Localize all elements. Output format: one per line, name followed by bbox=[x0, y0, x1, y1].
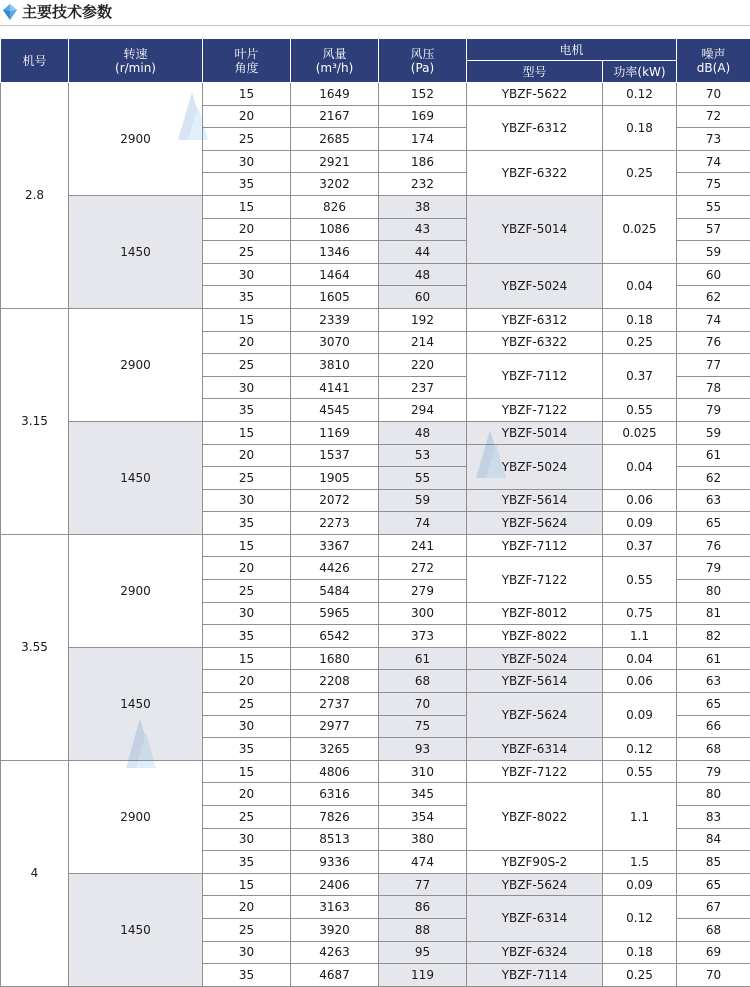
pressure-cell: 310 bbox=[379, 760, 467, 783]
pressure-cell: 241 bbox=[379, 534, 467, 557]
spec-table bbox=[0, 38, 750, 987]
table-row bbox=[1, 195, 750, 218]
speed-cell: 2900 bbox=[69, 308, 203, 421]
blade-angle-cell: 30 bbox=[203, 941, 291, 964]
airflow-cell: 2072 bbox=[291, 489, 379, 512]
airflow-cell: 4426 bbox=[291, 557, 379, 580]
noise-cell: 74 bbox=[677, 308, 750, 331]
pressure-cell: 38 bbox=[379, 195, 467, 218]
airflow-cell: 3202 bbox=[291, 173, 379, 196]
airflow-cell: 3810 bbox=[291, 354, 379, 377]
pressure-cell: 174 bbox=[379, 128, 467, 151]
pressure-cell: 169 bbox=[379, 105, 467, 128]
airflow-cell: 3920 bbox=[291, 918, 379, 941]
airflow-cell: 5965 bbox=[291, 602, 379, 625]
noise-cell: 63 bbox=[677, 489, 750, 512]
header-pressure: 风压 (Pa) bbox=[379, 39, 467, 83]
machine-no-cell: 2.8 bbox=[1, 83, 69, 309]
motor-power-cell: 0.55 bbox=[603, 760, 677, 783]
airflow-cell: 3367 bbox=[291, 534, 379, 557]
header-noise: 噪声 dB(A) bbox=[677, 39, 750, 83]
noise-cell: 65 bbox=[677, 512, 750, 535]
section-header bbox=[0, 0, 750, 24]
blade-angle-cell: 30 bbox=[203, 602, 291, 625]
speed-cell: 2900 bbox=[69, 760, 203, 873]
noise-cell: 73 bbox=[677, 128, 750, 151]
motor-model-cell: YBZF-7112 bbox=[467, 534, 603, 557]
airflow-cell: 4806 bbox=[291, 760, 379, 783]
airflow-cell: 6542 bbox=[291, 625, 379, 648]
noise-cell: 70 bbox=[677, 964, 750, 987]
noise-cell: 85 bbox=[677, 851, 750, 874]
airflow-cell: 1649 bbox=[291, 83, 379, 106]
noise-cell: 61 bbox=[677, 647, 750, 670]
blade-angle-cell: 30 bbox=[203, 715, 291, 738]
blade-angle-cell: 35 bbox=[203, 964, 291, 987]
motor-model-cell: YBZF-5024 bbox=[467, 444, 603, 489]
motor-power-cell: 0.55 bbox=[603, 399, 677, 422]
airflow-cell: 4263 bbox=[291, 941, 379, 964]
blade-angle-cell: 30 bbox=[203, 376, 291, 399]
blade-angle-cell: 35 bbox=[203, 512, 291, 535]
motor-power-cell: 0.18 bbox=[603, 308, 677, 331]
pressure-cell: 86 bbox=[379, 896, 467, 919]
airflow-cell: 2977 bbox=[291, 715, 379, 738]
motor-model-cell: YBZF-5624 bbox=[467, 693, 603, 738]
header-blade-angle: 叶片 角度 bbox=[203, 39, 291, 83]
pressure-cell: 75 bbox=[379, 715, 467, 738]
blade-angle-cell: 15 bbox=[203, 873, 291, 896]
blade-angle-cell: 20 bbox=[203, 670, 291, 693]
motor-power-cell: 0.25 bbox=[603, 964, 677, 987]
blade-angle-cell: 25 bbox=[203, 693, 291, 716]
blade-angle-cell: 25 bbox=[203, 128, 291, 151]
motor-model-cell: YBZF-5624 bbox=[467, 512, 603, 535]
motor-power-cell: 0.12 bbox=[603, 738, 677, 761]
airflow-cell: 4687 bbox=[291, 964, 379, 987]
speed-cell: 1450 bbox=[69, 873, 203, 986]
airflow-cell: 1086 bbox=[291, 218, 379, 241]
table-row bbox=[1, 308, 750, 331]
speed-cell: 1450 bbox=[69, 195, 203, 308]
airflow-cell: 6316 bbox=[291, 783, 379, 806]
airflow-cell: 1680 bbox=[291, 647, 379, 670]
airflow-cell: 4141 bbox=[291, 376, 379, 399]
blade-angle-cell: 25 bbox=[203, 580, 291, 603]
noise-cell: 69 bbox=[677, 941, 750, 964]
airflow-cell: 2921 bbox=[291, 150, 379, 173]
motor-power-cell: 0.12 bbox=[603, 896, 677, 941]
pressure-cell: 48 bbox=[379, 421, 467, 444]
motor-power-cell: 0.75 bbox=[603, 602, 677, 625]
airflow-cell: 2406 bbox=[291, 873, 379, 896]
section-title: 主要技术参数 bbox=[22, 2, 112, 22]
blade-angle-cell: 15 bbox=[203, 195, 291, 218]
noise-cell: 77 bbox=[677, 354, 750, 377]
airflow-cell: 1605 bbox=[291, 286, 379, 309]
noise-cell: 80 bbox=[677, 580, 750, 603]
motor-model-cell: YBZF-7122 bbox=[467, 399, 603, 422]
blade-angle-cell: 15 bbox=[203, 83, 291, 106]
motor-model-cell: YBZF-5622 bbox=[467, 83, 603, 106]
blade-angle-cell: 35 bbox=[203, 173, 291, 196]
blade-angle-cell: 15 bbox=[203, 647, 291, 670]
airflow-cell: 2167 bbox=[291, 105, 379, 128]
pressure-cell: 60 bbox=[379, 286, 467, 309]
speed-cell: 1450 bbox=[69, 647, 203, 760]
motor-power-cell: 1.5 bbox=[603, 851, 677, 874]
blade-angle-cell: 30 bbox=[203, 263, 291, 286]
motor-power-cell: 0.25 bbox=[603, 331, 677, 354]
blade-angle-cell: 35 bbox=[203, 851, 291, 874]
noise-cell: 57 bbox=[677, 218, 750, 241]
speed-cell: 2900 bbox=[69, 534, 203, 647]
noise-cell: 62 bbox=[677, 286, 750, 309]
blade-angle-cell: 20 bbox=[203, 444, 291, 467]
airflow-cell: 1346 bbox=[291, 241, 379, 264]
motor-power-cell: 0.025 bbox=[603, 195, 677, 263]
airflow-cell: 826 bbox=[291, 195, 379, 218]
blade-angle-cell: 15 bbox=[203, 534, 291, 557]
motor-model-cell: YBZF-8022 bbox=[467, 783, 603, 851]
diamond-icon bbox=[2, 3, 18, 21]
noise-cell: 61 bbox=[677, 444, 750, 467]
noise-cell: 79 bbox=[677, 760, 750, 783]
motor-model-cell: YBZF-6314 bbox=[467, 896, 603, 941]
blade-angle-cell: 25 bbox=[203, 918, 291, 941]
motor-power-cell: 0.37 bbox=[603, 534, 677, 557]
motor-power-cell: 1.1 bbox=[603, 783, 677, 851]
header-speed: 转速 (r/min) bbox=[69, 39, 203, 83]
header-motor-power: 功率(kW) bbox=[603, 61, 677, 83]
motor-model-cell: YBZF-5614 bbox=[467, 670, 603, 693]
blade-angle-cell: 15 bbox=[203, 421, 291, 444]
blade-angle-cell: 20 bbox=[203, 557, 291, 580]
noise-cell: 76 bbox=[677, 534, 750, 557]
motor-model-cell: YBZF-5024 bbox=[467, 263, 603, 308]
pressure-cell: 48 bbox=[379, 263, 467, 286]
blade-angle-cell: 20 bbox=[203, 783, 291, 806]
motor-model-cell: YBZF-8012 bbox=[467, 602, 603, 625]
pressure-cell: 119 bbox=[379, 964, 467, 987]
table-row bbox=[1, 534, 750, 557]
noise-cell: 65 bbox=[677, 693, 750, 716]
noise-cell: 59 bbox=[677, 241, 750, 264]
motor-power-cell: 0.09 bbox=[603, 873, 677, 896]
motor-model-cell: YBZF-7122 bbox=[467, 760, 603, 783]
table-row bbox=[1, 873, 750, 896]
blade-angle-cell: 25 bbox=[203, 806, 291, 829]
pressure-cell: 88 bbox=[379, 918, 467, 941]
motor-power-cell: 0.09 bbox=[603, 693, 677, 738]
motor-power-cell: 0.04 bbox=[603, 263, 677, 308]
machine-no-cell: 3.15 bbox=[1, 308, 69, 534]
title-divider bbox=[0, 25, 750, 26]
blade-angle-cell: 15 bbox=[203, 760, 291, 783]
pressure-cell: 44 bbox=[379, 241, 467, 264]
noise-cell: 76 bbox=[677, 331, 750, 354]
machine-no-cell: 3.55 bbox=[1, 534, 69, 760]
pressure-cell: 294 bbox=[379, 399, 467, 422]
motor-power-cell: 0.25 bbox=[603, 150, 677, 195]
noise-cell: 84 bbox=[677, 828, 750, 851]
pressure-cell: 272 bbox=[379, 557, 467, 580]
speed-cell: 1450 bbox=[69, 421, 203, 534]
header-motor-model: 型号 bbox=[467, 61, 603, 83]
table-row bbox=[1, 760, 750, 783]
pressure-cell: 59 bbox=[379, 489, 467, 512]
pressure-cell: 380 bbox=[379, 828, 467, 851]
motor-model-cell: YBZF-8022 bbox=[467, 625, 603, 648]
motor-model-cell: YBZF-7114 bbox=[467, 964, 603, 987]
blade-angle-cell: 25 bbox=[203, 241, 291, 264]
pressure-cell: 53 bbox=[379, 444, 467, 467]
pressure-cell: 61 bbox=[379, 647, 467, 670]
pressure-cell: 93 bbox=[379, 738, 467, 761]
noise-cell: 83 bbox=[677, 806, 750, 829]
pressure-cell: 152 bbox=[379, 83, 467, 106]
airflow-cell: 1169 bbox=[291, 421, 379, 444]
noise-cell: 79 bbox=[677, 557, 750, 580]
noise-cell: 55 bbox=[677, 195, 750, 218]
pressure-cell: 220 bbox=[379, 354, 467, 377]
noise-cell: 68 bbox=[677, 738, 750, 761]
motor-model-cell: YBZF-6322 bbox=[467, 150, 603, 195]
noise-cell: 65 bbox=[677, 873, 750, 896]
pressure-cell: 474 bbox=[379, 851, 467, 874]
motor-power-cell: 1.1 bbox=[603, 625, 677, 648]
motor-model-cell: YBZF-6312 bbox=[467, 308, 603, 331]
motor-model-cell: YBZF-6322 bbox=[467, 331, 603, 354]
noise-cell: 81 bbox=[677, 602, 750, 625]
noise-cell: 59 bbox=[677, 421, 750, 444]
motor-model-cell: YBZF-6314 bbox=[467, 738, 603, 761]
airflow-cell: 7826 bbox=[291, 806, 379, 829]
motor-model-cell: YBZF-5014 bbox=[467, 421, 603, 444]
blade-angle-cell: 15 bbox=[203, 308, 291, 331]
speed-cell: 2900 bbox=[69, 83, 203, 196]
motor-power-cell: 0.18 bbox=[603, 105, 677, 150]
noise-cell: 78 bbox=[677, 376, 750, 399]
blade-angle-cell: 30 bbox=[203, 150, 291, 173]
pressure-cell: 192 bbox=[379, 308, 467, 331]
noise-cell: 80 bbox=[677, 783, 750, 806]
noise-cell: 75 bbox=[677, 173, 750, 196]
motor-model-cell: YBZF-5024 bbox=[467, 647, 603, 670]
pressure-cell: 214 bbox=[379, 331, 467, 354]
motor-power-cell: 0.025 bbox=[603, 421, 677, 444]
motor-model-cell: YBZF90S-2 bbox=[467, 851, 603, 874]
pressure-cell: 70 bbox=[379, 693, 467, 716]
blade-angle-cell: 35 bbox=[203, 399, 291, 422]
airflow-cell: 4545 bbox=[291, 399, 379, 422]
header-machine-no: 机号 bbox=[1, 39, 69, 83]
airflow-cell: 2737 bbox=[291, 693, 379, 716]
airflow-cell: 2685 bbox=[291, 128, 379, 151]
motor-model-cell: YBZF-6324 bbox=[467, 941, 603, 964]
airflow-cell: 2273 bbox=[291, 512, 379, 535]
airflow-cell: 2208 bbox=[291, 670, 379, 693]
noise-cell: 79 bbox=[677, 399, 750, 422]
motor-model-cell: YBZF-5614 bbox=[467, 489, 603, 512]
noise-cell: 60 bbox=[677, 263, 750, 286]
airflow-cell: 3070 bbox=[291, 331, 379, 354]
pressure-cell: 43 bbox=[379, 218, 467, 241]
noise-cell: 82 bbox=[677, 625, 750, 648]
motor-power-cell: 0.06 bbox=[603, 489, 677, 512]
motor-power-cell: 0.04 bbox=[603, 647, 677, 670]
airflow-cell: 1905 bbox=[291, 467, 379, 490]
pressure-cell: 68 bbox=[379, 670, 467, 693]
blade-angle-cell: 25 bbox=[203, 467, 291, 490]
pressure-cell: 232 bbox=[379, 173, 467, 196]
pressure-cell: 77 bbox=[379, 873, 467, 896]
header-airflow: 风量 (m³/h) bbox=[291, 39, 379, 83]
table-row bbox=[1, 421, 750, 444]
motor-power-cell: 0.55 bbox=[603, 557, 677, 602]
pressure-cell: 237 bbox=[379, 376, 467, 399]
motor-model-cell: YBZF-5014 bbox=[467, 195, 603, 263]
blade-angle-cell: 25 bbox=[203, 354, 291, 377]
noise-cell: 72 bbox=[677, 105, 750, 128]
noise-cell: 63 bbox=[677, 670, 750, 693]
blade-angle-cell: 20 bbox=[203, 331, 291, 354]
table-row bbox=[1, 647, 750, 670]
motor-model-cell: YBZF-5624 bbox=[467, 873, 603, 896]
blade-angle-cell: 20 bbox=[203, 218, 291, 241]
header-motor: 电机 bbox=[467, 39, 677, 61]
noise-cell: 68 bbox=[677, 918, 750, 941]
noise-cell: 70 bbox=[677, 83, 750, 106]
noise-cell: 67 bbox=[677, 896, 750, 919]
motor-power-cell: 0.18 bbox=[603, 941, 677, 964]
airflow-cell: 1464 bbox=[291, 263, 379, 286]
pressure-cell: 354 bbox=[379, 806, 467, 829]
pressure-cell: 373 bbox=[379, 625, 467, 648]
blade-angle-cell: 30 bbox=[203, 489, 291, 512]
blade-angle-cell: 20 bbox=[203, 896, 291, 919]
blade-angle-cell: 20 bbox=[203, 105, 291, 128]
pressure-cell: 74 bbox=[379, 512, 467, 535]
motor-power-cell: 0.09 bbox=[603, 512, 677, 535]
machine-no-cell: 4 bbox=[1, 760, 69, 986]
table-row bbox=[1, 83, 750, 106]
pressure-cell: 95 bbox=[379, 941, 467, 964]
pressure-cell: 55 bbox=[379, 467, 467, 490]
motor-power-cell: 0.04 bbox=[603, 444, 677, 489]
noise-cell: 74 bbox=[677, 150, 750, 173]
pressure-cell: 345 bbox=[379, 783, 467, 806]
airflow-cell: 1537 bbox=[291, 444, 379, 467]
motor-power-cell: 0.12 bbox=[603, 83, 677, 106]
airflow-cell: 8513 bbox=[291, 828, 379, 851]
motor-power-cell: 0.37 bbox=[603, 354, 677, 399]
airflow-cell: 2339 bbox=[291, 308, 379, 331]
blade-angle-cell: 30 bbox=[203, 828, 291, 851]
pressure-cell: 300 bbox=[379, 602, 467, 625]
airflow-cell: 5484 bbox=[291, 580, 379, 603]
motor-model-cell: YBZF-6312 bbox=[467, 105, 603, 150]
pressure-cell: 186 bbox=[379, 150, 467, 173]
noise-cell: 62 bbox=[677, 467, 750, 490]
airflow-cell: 3265 bbox=[291, 738, 379, 761]
airflow-cell: 9336 bbox=[291, 851, 379, 874]
blade-angle-cell: 35 bbox=[203, 625, 291, 648]
blade-angle-cell: 35 bbox=[203, 286, 291, 309]
motor-power-cell: 0.06 bbox=[603, 670, 677, 693]
motor-model-cell: YBZF-7112 bbox=[467, 354, 603, 399]
noise-cell: 66 bbox=[677, 715, 750, 738]
pressure-cell: 279 bbox=[379, 580, 467, 603]
motor-model-cell: YBZF-7122 bbox=[467, 557, 603, 602]
airflow-cell: 3163 bbox=[291, 896, 379, 919]
blade-angle-cell: 35 bbox=[203, 738, 291, 761]
